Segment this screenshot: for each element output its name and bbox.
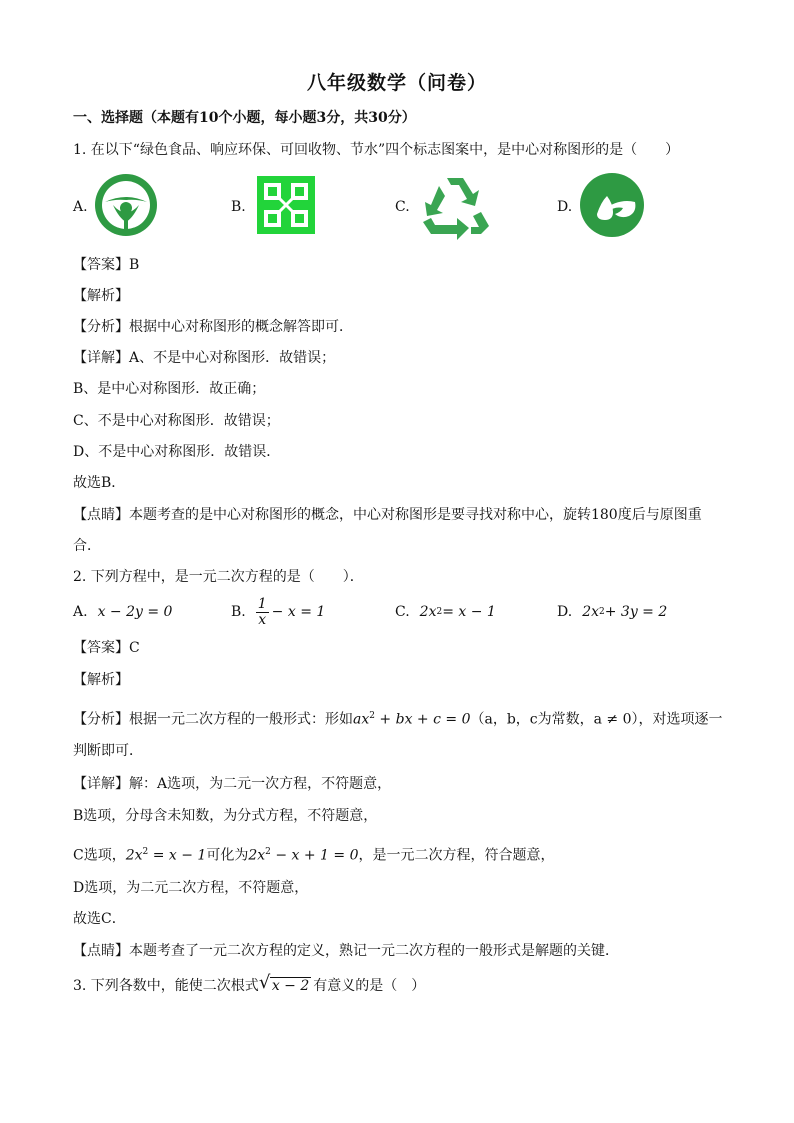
q3-stem-prefix: 3. 下列各数中，能使二次根式 — [73, 978, 259, 994]
option-c-label: C. — [395, 199, 410, 215]
q3-stem-suffix: 有意义的是（ ） — [313, 978, 426, 994]
option-a-label: A. — [73, 199, 88, 215]
equation-2a: 2x — [248, 847, 266, 864]
question-2-detail-line: B选项，分母含未知数，为分式方程，不符题意， — [73, 808, 378, 824]
option-b-label: B. — [231, 199, 246, 215]
question-1-detail-line: B、是中心对称图形．故正确； — [73, 381, 266, 397]
exponent: 2 — [599, 607, 605, 617]
option-c-label: C. — [395, 604, 410, 620]
question-2-detail-line: 故选C． — [73, 911, 126, 927]
detail-c-prefix: C选项， — [73, 847, 126, 864]
option-c[interactable] — [395, 172, 505, 242]
question-2-detail-line: 【详解】解：A选项，为二元一次方程，不符题意， — [73, 776, 392, 792]
fenxi-paren: （a，b，c为常数，a ≠ 0），对选项逐一 — [470, 711, 723, 728]
question-1-detail-line: 【详解】A、不是中心对称图形．故错误； — [73, 350, 336, 366]
equation-b-rest: − x = 1 — [271, 604, 326, 620]
question-2-detail-line — [73, 842, 555, 866]
green-food-logo-icon — [93, 172, 159, 238]
equation-a: x − 2y = 0 — [97, 604, 173, 620]
option-b-label: B. — [231, 604, 246, 620]
option-b[interactable] — [231, 172, 341, 242]
question-2-stem: 2. 下列方程中，是一元二次方程的是（ ）． — [73, 569, 364, 585]
page-title: 八年级数学（问卷） — [306, 72, 487, 94]
equation-1a: 2x — [125, 847, 143, 864]
question-1-options — [73, 172, 733, 242]
option-a[interactable] — [73, 594, 172, 630]
option-d-label: D. — [557, 199, 573, 215]
question-2-fenxi — [73, 706, 723, 730]
detail-c-suffix: ，是一元二次方程，符合题意， — [358, 847, 555, 864]
question-2-answer: 【答案】C — [73, 640, 140, 656]
question-1-dianjing-cont: 合． — [73, 538, 101, 554]
water-saving-logo-icon — [579, 172, 645, 238]
question-1-detail-line: D、不是中心对称图形．故错误． — [73, 444, 281, 460]
exponent: 2 — [265, 847, 271, 857]
option-d-label: D. — [557, 604, 573, 620]
question-1-analysis-head: 【解析】 — [73, 288, 129, 304]
general-form-a: ax — [353, 711, 370, 728]
exponent: 2 — [142, 847, 149, 857]
option-a-label: A. — [73, 604, 88, 620]
option-d[interactable] — [557, 172, 667, 242]
question-2-detail-line: D选项，为二元二次方程，不符题意， — [73, 880, 309, 896]
option-c[interactable] — [395, 594, 496, 630]
fenxi-prefix: 【分析】根据一元二次方程的一般形式：形如 — [73, 711, 353, 728]
question-2-dianjing: 【点睛】本题考查了一元二次方程的定义，熟记一元二次方程的一般形式是解题的关键． — [73, 943, 619, 959]
option-b[interactable] — [231, 594, 325, 630]
radicand: x − 2 — [271, 978, 310, 994]
option-d[interactable] — [557, 594, 667, 630]
fraction-denominator: x — [258, 611, 267, 628]
equation-1b: = x − 1 — [148, 847, 207, 864]
fraction-numerator: 1 — [257, 595, 267, 612]
exponent: 2 — [436, 607, 443, 617]
question-2-fenxi-cont: 判断即可． — [73, 743, 143, 759]
detail-c-mid: 可化为 — [206, 847, 249, 864]
question-1-detail-line: 故选B． — [73, 475, 126, 491]
question-1-dianjing: 【点睛】本题考查的是中心对称图形的概念，中心对称图形是要寻找对称中心，旋转180度后与原图重 — [73, 507, 702, 523]
section-heading: 一、选择题（本题有10个小题，每小题3分，共30分） — [73, 110, 416, 126]
question-3-stem — [73, 976, 425, 996]
square-root-icon — [261, 976, 311, 996]
equation-c-rest: = x − 1 — [442, 604, 496, 620]
fraction — [256, 597, 269, 628]
question-1-stem: 1. 在以下“绿色食品、响应环保、可回收物、节水”四个标志图案中，是中心对称图形的是（ ） — [73, 142, 680, 158]
equation-2b: − x + 1 = 0 — [270, 847, 359, 864]
question-1-answer: 【答案】B — [73, 257, 140, 273]
exponent: 2 — [369, 711, 375, 721]
equation-d-coef: 2x — [582, 604, 599, 620]
question-2-analysis-head: 【解析】 — [73, 672, 129, 688]
question-1-fenxi: 【分析】根据中心对称图形的概念解答即可． — [73, 319, 353, 335]
environmental-response-logo-icon — [255, 174, 317, 236]
general-form-b: + bx + c = 0 — [374, 711, 471, 728]
question-2-options — [73, 594, 733, 630]
recycling-logo-icon — [417, 172, 493, 240]
question-1-detail-line: C、不是中心对称图形．故错误； — [73, 413, 280, 429]
option-a[interactable] — [73, 172, 163, 242]
equation-c-coef: 2x — [419, 604, 437, 620]
equation-d-rest: + 3y = 2 — [604, 604, 668, 620]
